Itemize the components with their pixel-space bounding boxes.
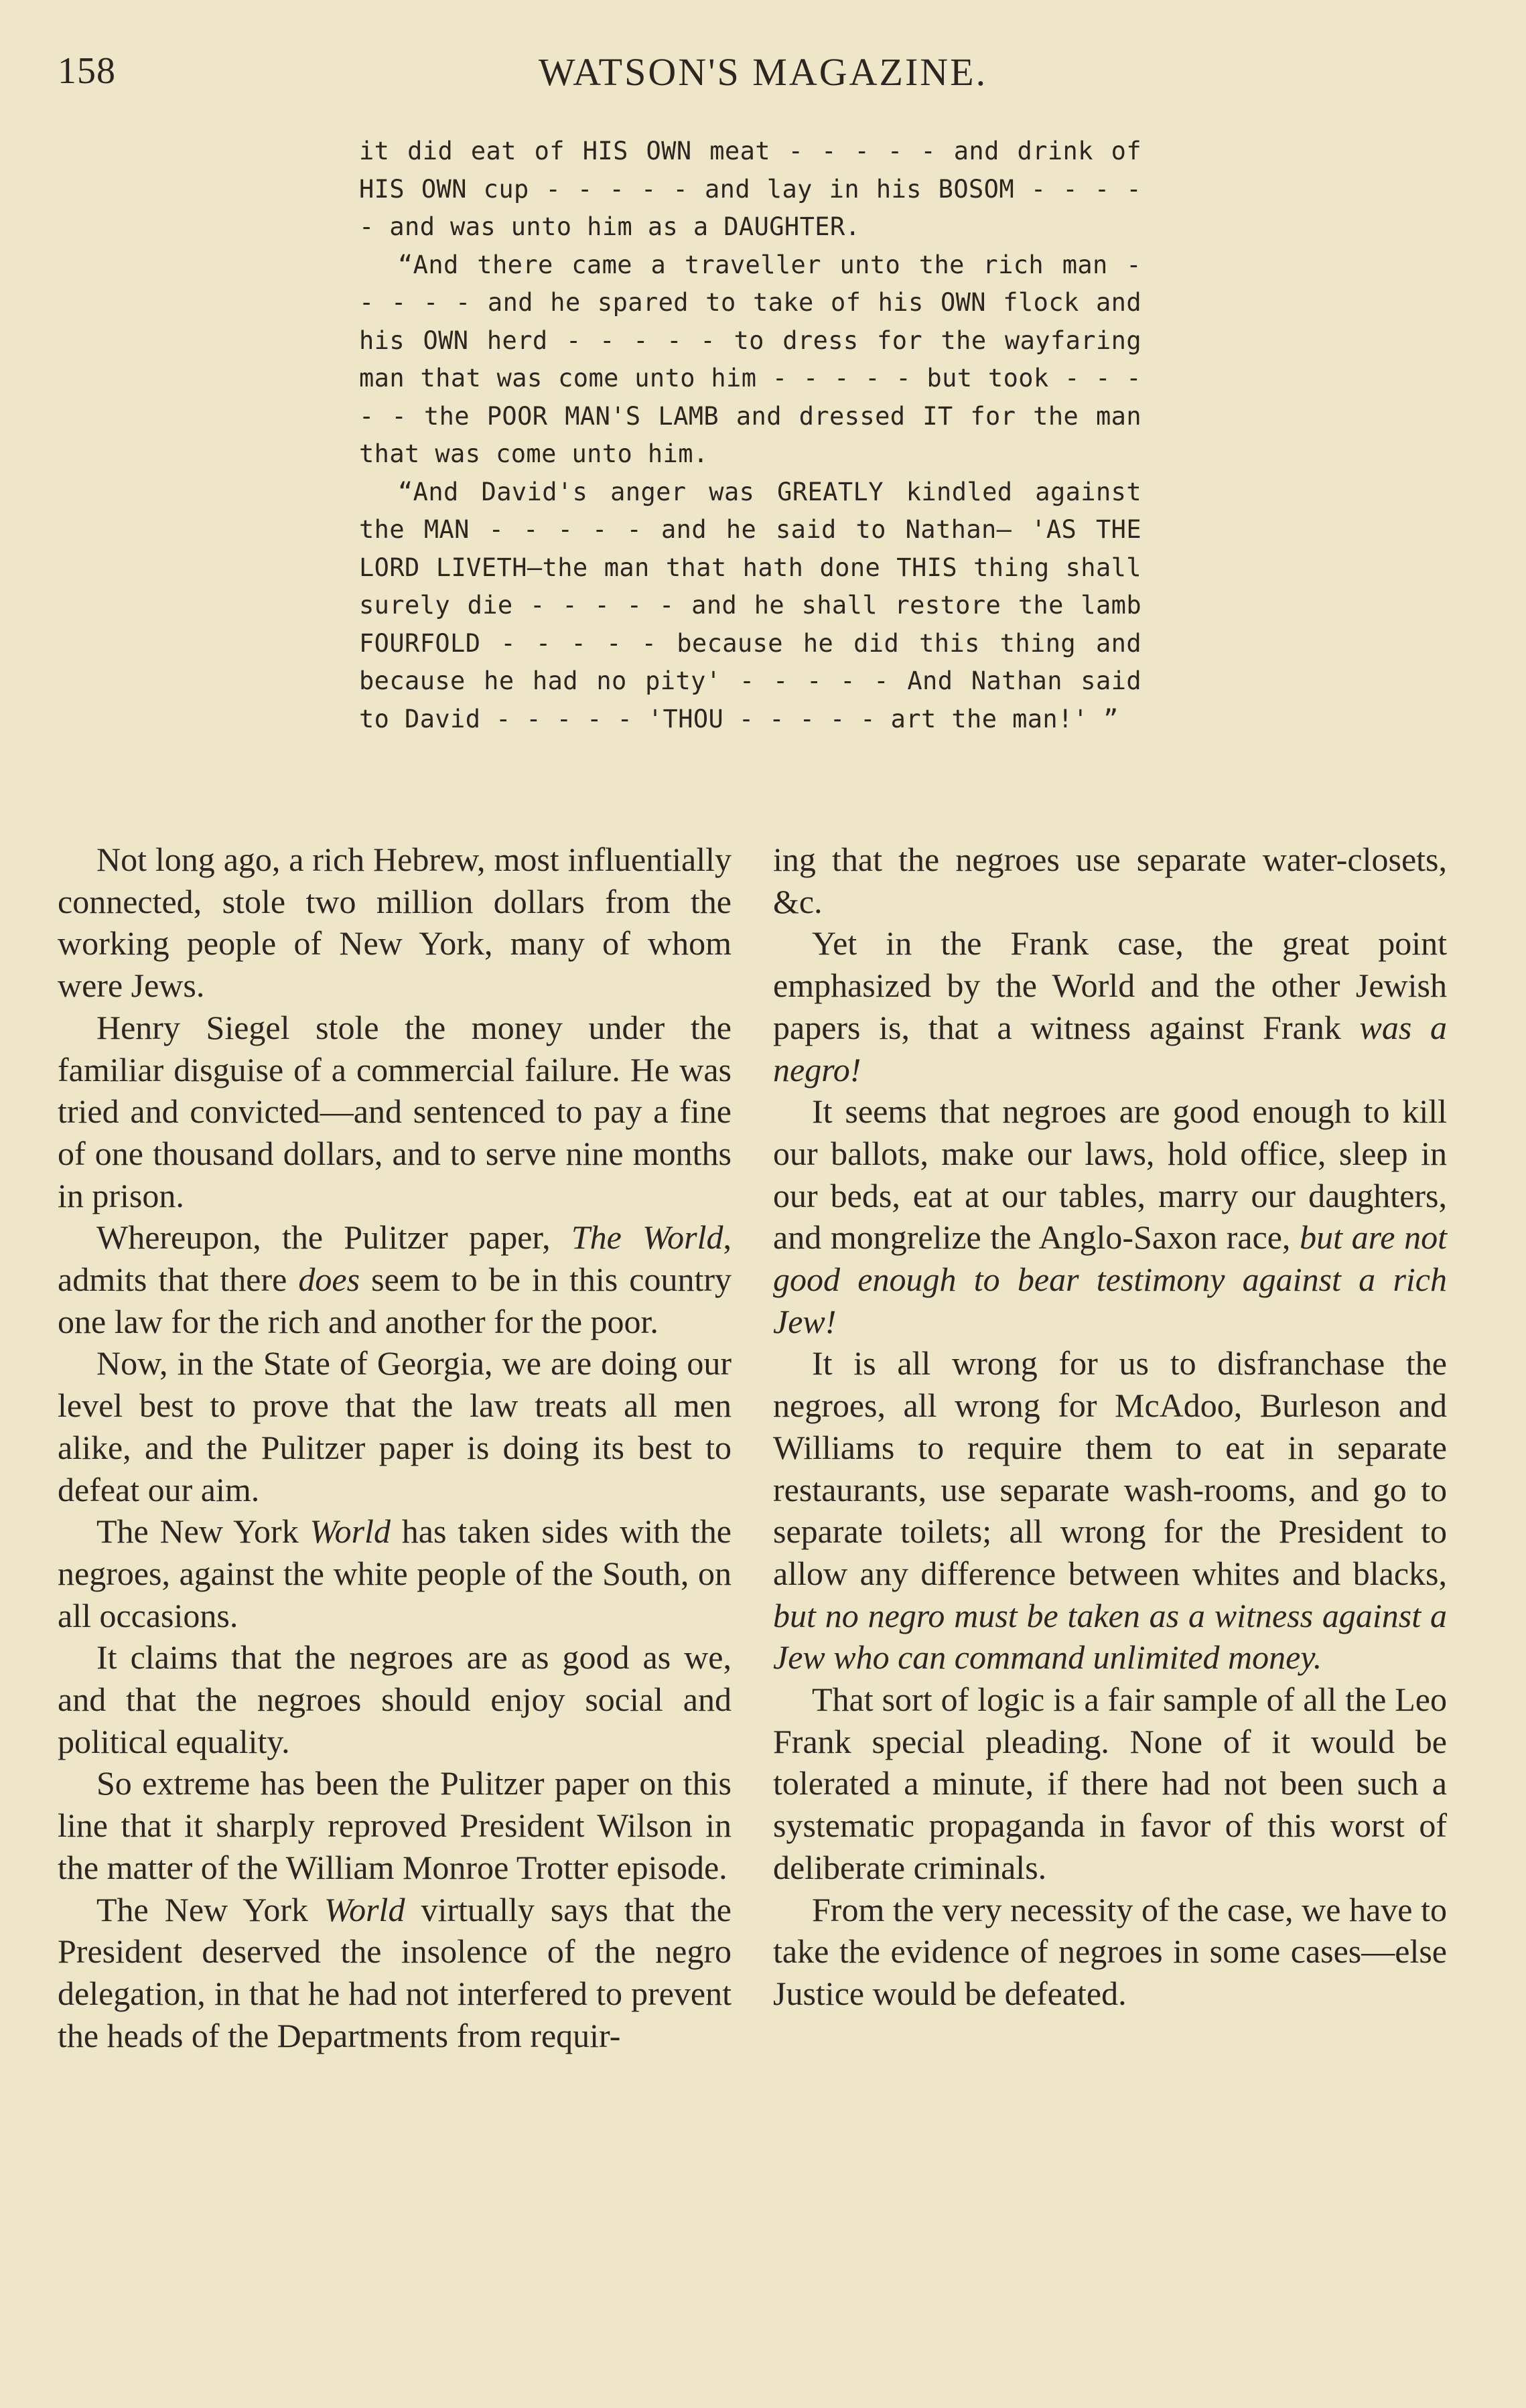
text-run: The New York — [96, 1890, 325, 1928]
quote-paragraph: it did eat of HIS OWN meat - - - - - and drink of HIS OWN cup - - - - - and lay in his BOSOM - - - - - and was unto him as a DAUGHTER. — [359, 137, 1141, 241]
italic-run: but no negro must be taken as a witness against a Jew who can command unlimited money. — [773, 1596, 1447, 1677]
text-run: seem to be in this country one law for the rich and another for the poor. — [58, 1261, 732, 1340]
page-header — [0, 40, 1526, 107]
italic-run: World — [324, 1890, 405, 1928]
paragraph: Henry Siegel stole the money under the familiar disguise of a commercial failure. He was tried and convicted—and sentenced to pay a fine of one thousand dollars, and to serve nine months in prison. — [58, 1008, 732, 1214]
left-column — [58, 839, 732, 2056]
italic-run: World — [309, 1512, 391, 1551]
text-run: It is all wrong for us to disfranchase the negroes, all wrong for McAdoo, Burleson and Williams to require them to eat in separate restaurants, use separate wash-rooms, and go to separate toilets; all wrong for the President to allow any difference between whites and blacks, — [773, 1344, 1447, 1592]
quote-paragraph: “And David's anger was GREATLY kindled against the MAN - - - - - and he said to Nathan— 'AS THE LORD LIVETH—the man that hath done THIS thing shall surely die - - - - - and he shall restore the lamb FOURFOLD - - - - - because he did this thing and because he had no pity' - - - - - And Nathan said to David - - - - - 'THOU - - - - - art the man!' ” — [359, 477, 1141, 733]
paragraph: Now, in the State of Georgia, we are doing our level best to prove that the law treats all men alike, and the Pulitzer paper is doing its best to defeat our aim. — [58, 1344, 732, 1508]
paragraph: That sort of logic is a fair sample of all the Leo Frank special pleading. None of it would be tolerated a minute, if there had not been such a systematic propaganda in favor of this worst of deliberate criminals. — [773, 1681, 1447, 1886]
text-run: The New York — [96, 1512, 310, 1551]
italic-run: was a negro! — [773, 1008, 1447, 1088]
right-column — [773, 839, 1447, 2015]
paragraph — [773, 1342, 1447, 1679]
paragraph: ing that the negroes use separate water-closets, &c. — [773, 841, 1447, 920]
page-number: 158 — [58, 50, 116, 92]
paragraph — [773, 1090, 1447, 1342]
running-title: WATSON'S MAGAZINE. — [538, 50, 988, 94]
paragraph: It claims that the negroes are as good as we, and that the negroes should enjoy social and political equality. — [58, 1638, 732, 1760]
italic-run: but are not good enough to bear testimony against a rich Jew! — [773, 1218, 1447, 1340]
italic-run: The World — [571, 1218, 723, 1257]
paragraph: Not long ago, a rich Hebrew, most influentially connected, stole two million dollars from the working people of New York, many of whom were Jews. — [58, 841, 732, 1005]
paragraph: So extreme has been the Pulitzer paper on this line that it sharply reproved President Wilson in the matter of the William Monroe Trotter episode. — [58, 1764, 732, 1886]
text-run: Yet in the Frank case, the great point emphasized by the World and the other Jewish papers is, that a witness against Frank — [773, 924, 1447, 1046]
text-run: , admits that there — [58, 1218, 732, 1299]
text-run: has taken sides with the negroes, against the white people of the South, on all occasions. — [58, 1512, 732, 1634]
text-run: It seems that negroes are good enough to kill our ballots, make our laws, hold office, sleep in our beds, eat at our tables, marry our daughters, and mongrelize the Anglo-Saxon race, — [773, 1092, 1447, 1257]
paragraph — [58, 1889, 732, 2057]
text-run: virtually says that the President deserved the insolence of the negro delegation, in that he had not interfered to prevent the heads of the Departments from requir- — [58, 1890, 732, 2054]
text-run: Whereupon, the Pulitzer paper, — [96, 1218, 571, 1257]
quote-paragraph: “And there came a traveller unto the rich man - - - - - and he spared to take of his OWN flock and his OWN herd - - - - - to dress for the wayfaring man that was come unto him - - - - - but took - - - - - the POOR MAN'S LAMB and dressed IT for the man that was come unto him. — [359, 250, 1141, 468]
paragraph — [58, 1510, 732, 1636]
paragraph — [773, 922, 1447, 1090]
paragraph — [58, 1216, 732, 1342]
italic-run: does — [298, 1261, 360, 1299]
quoted-passage — [359, 133, 1141, 738]
paragraph: From the very necessity of the case, we have to take the evidence of negroes in some cases—else Justice would be defeated. — [773, 1890, 1447, 2012]
